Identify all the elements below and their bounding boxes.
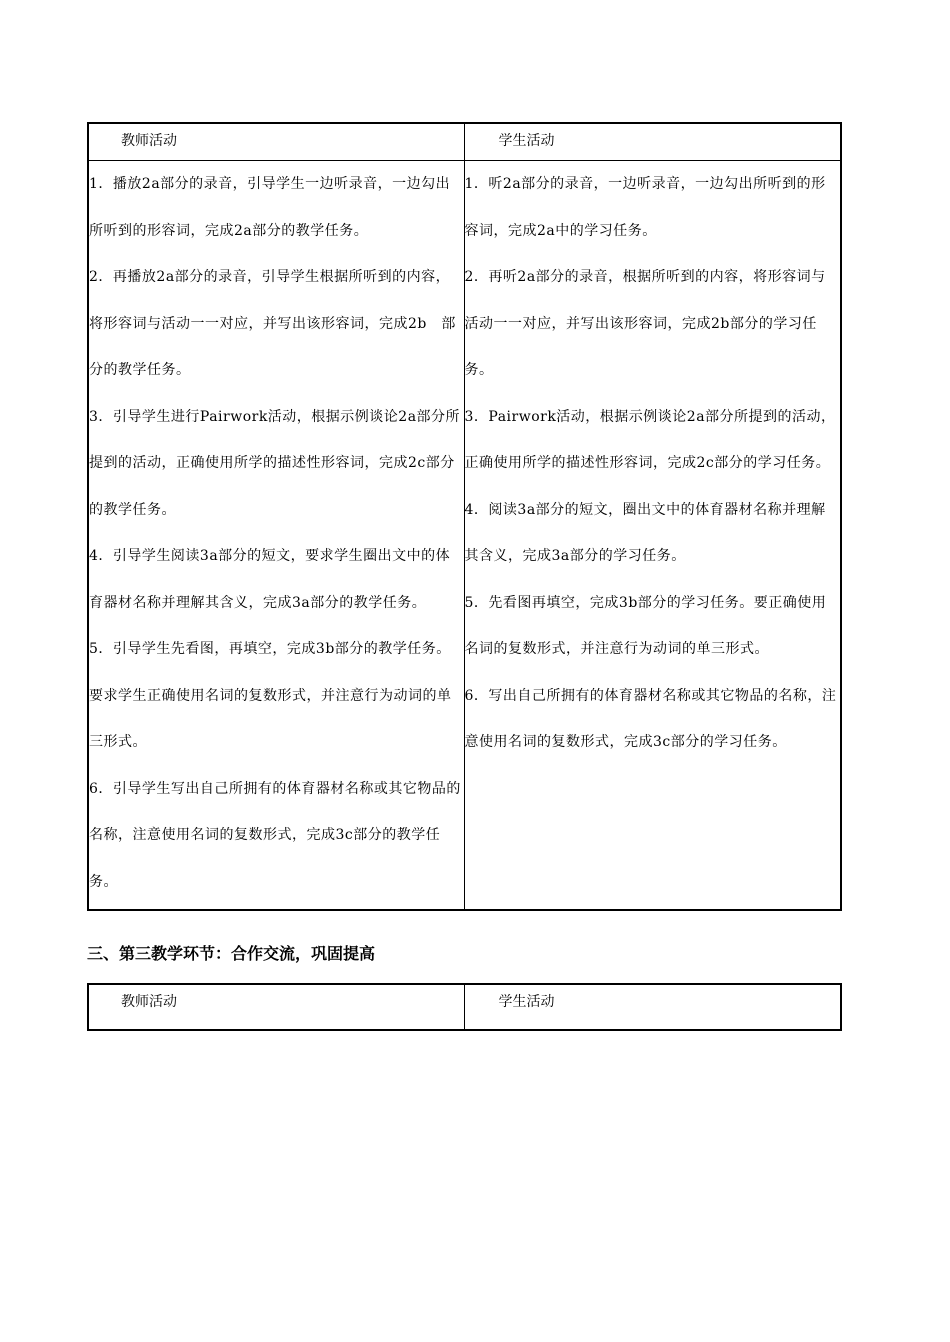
teacher-item-2: 2．再播放2a部分的录音，引导学生根据所听到的内容，将形容词与活动一一对应，并写出该形容词，完成2b 部分的教学任务。 — [89, 269, 456, 378]
table-body-row — [89, 161, 840, 909]
activity-table-section-3 — [87, 983, 842, 1031]
student-item-6: 6．写出自己所拥有的体育器材名称或其它物品的名称，注意使用名词的复数形式，完成3c部分的学习任务。 — [464, 687, 837, 750]
teacher-item-6: 6．引导学生写出自己所拥有的体育器材名称或其它物品的名称，注意使用名词的复数形式，完成3c部分的教学任务。 — [89, 780, 461, 890]
student-activity-column — [465, 161, 841, 909]
teacher-item-3: 3．引导学生进行Pairwork活动，根据示例谈论2a部分所提到的活动，正确使用所学的描述性形容词，完成2c部分的教学任务。 — [89, 408, 461, 518]
teacher-item-4: 4．引导学生阅读3a部分的短文，要求学生圈出文中的体育器材名称并理解其含义，完成3a部分的教学任务。 — [89, 548, 451, 611]
teacher-item-5: 5．引导学生先看图，再填空，完成3b部分的教学任务。要求学生正确使用名词的复数形式，并注意行为动词的单三形式。 — [89, 641, 452, 750]
table-header-row — [89, 124, 840, 161]
teacher-activity-header: 教师活动 — [89, 124, 465, 160]
student-item-3: 3．Pairwork活动，根据示例谈论2a部分所提到的活动，正确使用所学的描述性形容词，完成2c部分的学习任务。 — [464, 408, 836, 471]
teacher-item-1: 1．播放2a部分的录音，引导学生一边听录音，一边勾出所听到的形容词，完成2a部分的教学任务。 — [89, 176, 451, 239]
teacher-activity-header: 教师活动 — [89, 985, 465, 1029]
section-3-heading: 三、第三教学环节：合作交流，巩固提高 — [87, 944, 376, 963]
student-item-1: 1．听2a部分的录音，一边听录音，一边勾出所听到的形容词，完成2a中的学习任务。 — [464, 176, 826, 239]
activity-table-section-2 — [87, 122, 842, 911]
teacher-activity-column — [89, 161, 465, 909]
student-activity-header: 学生活动 — [498, 994, 555, 1010]
student-activity-header: 学生活动 — [498, 133, 555, 149]
student-item-5: 5．先看图再填空，完成3b部分的学习任务。要正确使用名词的复数形式，并注意行为动词的单三形式。 — [464, 594, 827, 657]
student-item-2: 2．再听2a部分的录音，根据所听到的内容，将形容词与活动一一对应，并写出该形容词，完成2b部分的学习任务。 — [464, 269, 826, 378]
student-item-4: 4．阅读3a部分的短文，圈出文中的体育器材名称并理解其含义，完成3a部分的学习任务。 — [464, 501, 826, 564]
